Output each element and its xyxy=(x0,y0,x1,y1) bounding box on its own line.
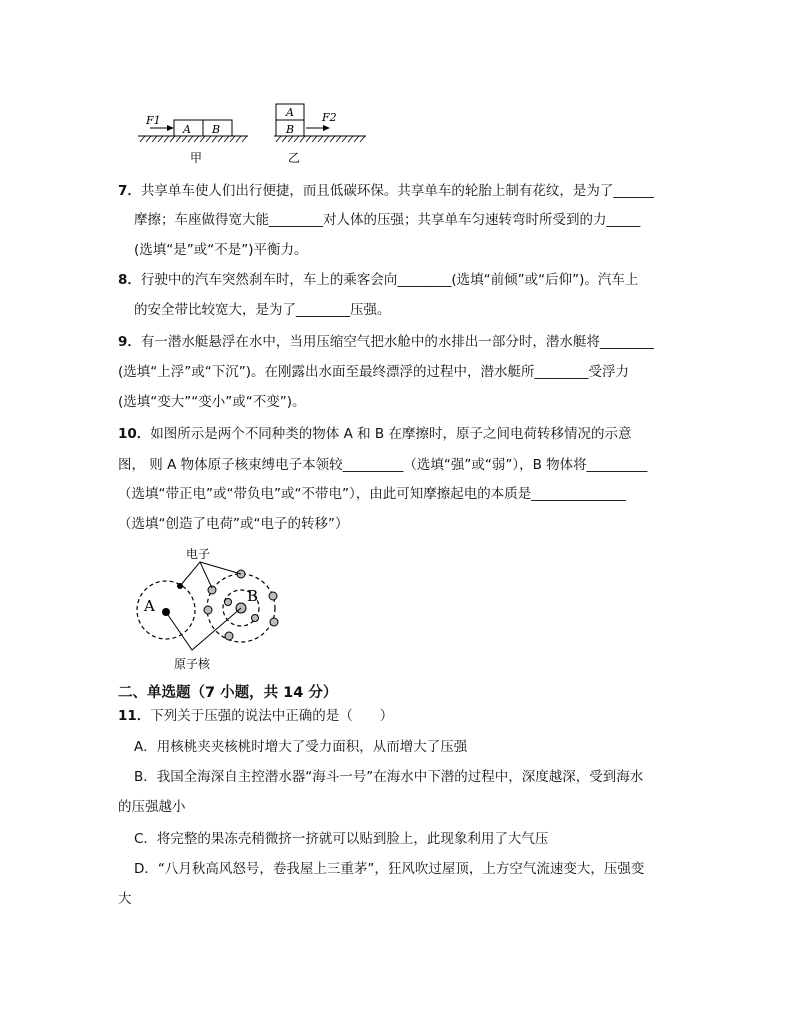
block-a-right-label: A xyxy=(286,106,294,119)
atom-b-electron xyxy=(204,606,212,614)
q8-line2: 的安全带比较宽大，是为了________压强。 xyxy=(134,302,391,318)
atom-charge-figure xyxy=(128,540,298,675)
atom-b-electron xyxy=(225,599,232,606)
q9-line3: (选填“变大”“变小”或“不变”)。 xyxy=(118,394,306,410)
q7-number: 7． xyxy=(118,183,141,199)
block-a-left-label: A xyxy=(183,123,191,136)
q7-line1 xyxy=(118,181,654,201)
q9-line1 xyxy=(118,332,654,352)
electron-label: 电子 xyxy=(186,547,211,561)
q8-line1 xyxy=(118,270,638,290)
q8-number: 8． xyxy=(118,272,141,288)
force-f2-label: F2 xyxy=(322,111,337,124)
q9-line2: (选填“上浮”或“下沉”)。在刚露出水面至最终漂浮的过程中，潜水艇所________受浮力 xyxy=(118,364,630,380)
caption-yi: 乙 xyxy=(288,151,301,165)
q7-text-1: 共享单车使人们出行便捷，而且低碳环保。共享单车的轮胎上制有花纹，是为了______ xyxy=(140,183,654,199)
q10-line3: （选填“带正电”或“带负电”或“不带电”），由此可知摩擦起电的本质是______________ xyxy=(118,486,626,502)
q11-option-a: A．用核桃夹夹核桃时增大了受力面积，从而增大了压强 xyxy=(134,739,468,755)
q10-number: 10． xyxy=(118,426,151,442)
q8-text-1: 行驶中的汽车突然刹车时，车上的乘客会向________(选填“前倾”或“后仰”)。汽车上 xyxy=(140,272,639,288)
q7-line3: (选填“是”或“不是”)平衡力。 xyxy=(134,242,308,258)
q10-line2: 图， 则 A 物体原子核束缚电子本领较_________（选填“强”或“弱”），B 物体将_________ xyxy=(118,457,648,473)
q7-line2: 摩擦；车座做得宽大能________对人体的压强；共享单车匀速转弯时所受到的力_____ xyxy=(134,212,641,228)
atom-b-electron xyxy=(252,615,259,622)
force-blocks-figure xyxy=(130,98,260,168)
q9-text-1: 有一潜水艇悬浮在水中，当用压缩空气把水舱中的水排出一部分时，潜水艇将________ xyxy=(140,334,654,350)
q11-option-b-line2: 的压强越小 xyxy=(118,799,186,815)
q11-option-b-line1: B．我国全海深自主控潜水器“海斗一号”在海水中下潜的过程中，深度越深，受到海水 xyxy=(134,769,644,785)
q11-option-c: C．将完整的果冻壳稍微挤一挤就可以贴到脸上，此现象利用了大气压 xyxy=(134,831,549,847)
electron-pointer-lines xyxy=(180,562,212,588)
block-b-right-label: B xyxy=(286,123,295,136)
q10-text-1: 如图所示是两个不同种类的物体 A 和 B 在摩擦时，原子之间电荷转移情况的示意 xyxy=(150,426,632,442)
q11-option-d-line1: D．“八月秋高风怒号，卷我屋上三重茅”，狂风吹过屋顶，上方空气流速变大，压强变 xyxy=(134,861,645,877)
force-f1-label: F1 xyxy=(146,114,161,127)
q10-line1 xyxy=(118,424,631,444)
section-heading: 二、单选题（7 小题，共 14 分） xyxy=(118,685,338,701)
q11-number: 11． xyxy=(118,708,151,724)
q11-stem-text: 下列关于压强的说法中正确的是（ ） xyxy=(150,708,394,724)
q10-line4: （选填“创造了电荷”或“电子的转移”） xyxy=(118,516,349,532)
force-blocks-figure-right xyxy=(270,98,380,168)
atom-a-label: A xyxy=(144,597,155,615)
nucleus-pointer-lines xyxy=(166,608,241,650)
caption-jia: 甲 xyxy=(190,151,203,165)
atom-b-label: B xyxy=(247,587,259,605)
q9-number: 9． xyxy=(118,334,141,350)
q11-stem xyxy=(118,706,393,726)
atom-b-electron xyxy=(225,632,233,640)
atom-b-electron xyxy=(269,592,277,600)
nucleus-label: 原子核 xyxy=(174,657,211,671)
atom-b-electron xyxy=(270,618,278,626)
block-b-left-label: B xyxy=(212,123,221,136)
q11-option-d-line2: 大 xyxy=(118,891,132,907)
